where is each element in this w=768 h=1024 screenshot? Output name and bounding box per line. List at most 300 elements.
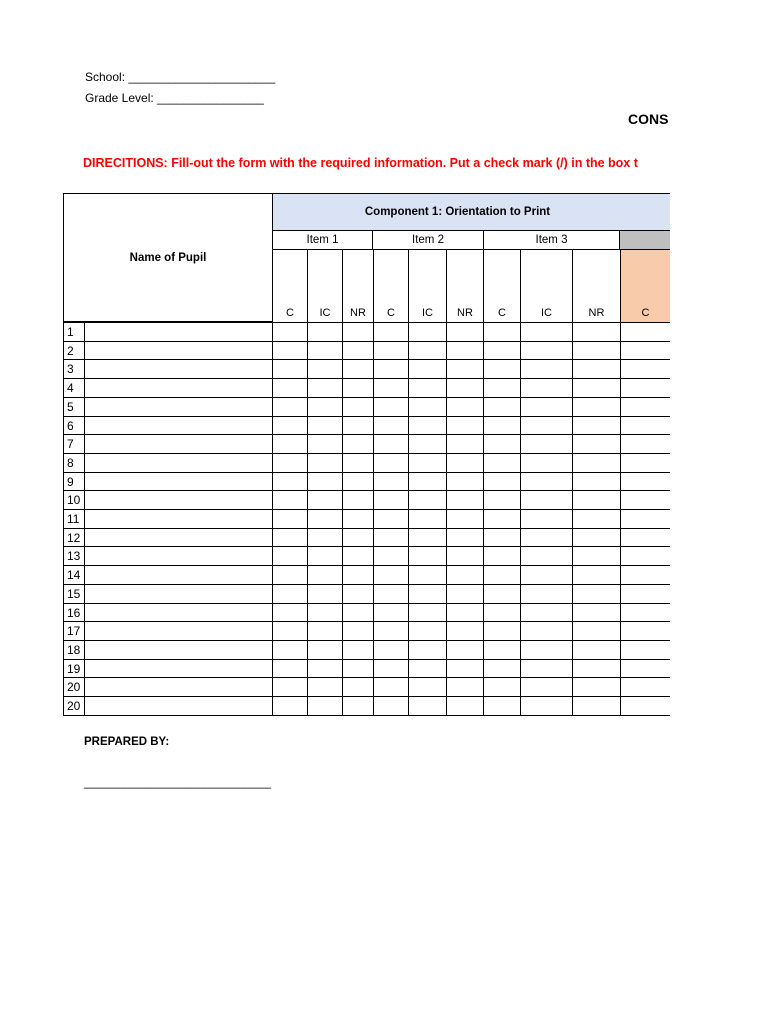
check-cell[interactable]	[620, 546, 670, 566]
check-cell[interactable]	[446, 490, 484, 510]
row-number-label: 15	[67, 587, 81, 601]
check-cell[interactable]	[373, 416, 409, 435]
subheader-cell	[272, 249, 308, 323]
check-cell[interactable]	[342, 565, 374, 585]
check-cell[interactable]	[446, 528, 484, 547]
check-cell[interactable]	[408, 359, 447, 379]
check-cell[interactable]	[342, 378, 374, 398]
check-cell[interactable]	[483, 640, 521, 660]
pupil-name-cell[interactable]	[84, 472, 273, 491]
check-cell[interactable]	[342, 640, 374, 660]
pupil-name-cell[interactable]	[84, 416, 273, 435]
check-cell[interactable]	[373, 359, 409, 379]
check-cell[interactable]	[307, 584, 343, 604]
check-cell[interactable]	[483, 434, 521, 454]
check-cell[interactable]	[408, 416, 447, 435]
check-cell[interactable]	[620, 434, 670, 454]
check-cell[interactable]	[572, 696, 621, 716]
check-cell[interactable]	[373, 322, 409, 342]
check-cell[interactable]	[342, 696, 374, 716]
check-cell[interactable]	[572, 341, 621, 360]
check-cell[interactable]	[572, 584, 621, 604]
check-cell[interactable]	[272, 509, 308, 529]
check-cell[interactable]	[446, 378, 484, 398]
row-number-label: 7	[67, 437, 74, 451]
check-cell[interactable]	[307, 472, 343, 491]
check-cell[interactable]	[408, 621, 447, 641]
check-cell[interactable]	[620, 359, 670, 379]
check-cell[interactable]	[572, 528, 621, 547]
check-cell[interactable]	[520, 397, 573, 417]
pupil-name-cell[interactable]	[84, 677, 273, 697]
check-cell[interactable]	[408, 322, 447, 342]
check-cell[interactable]	[620, 453, 670, 473]
check-cell[interactable]	[572, 378, 621, 398]
row-number-label: 17	[67, 624, 81, 638]
row-number	[63, 397, 85, 417]
row-number	[63, 378, 85, 398]
check-cell[interactable]	[446, 341, 484, 360]
check-cell[interactable]	[307, 603, 343, 622]
check-cell[interactable]	[408, 397, 447, 417]
check-cell[interactable]	[408, 659, 447, 678]
check-cell[interactable]	[307, 546, 343, 566]
check-cell[interactable]	[272, 621, 308, 641]
check-cell[interactable]	[408, 528, 447, 547]
check-cell[interactable]	[408, 546, 447, 566]
subheader-cell	[342, 249, 374, 323]
check-cell[interactable]	[620, 677, 670, 697]
row-number-label: 20	[67, 699, 81, 713]
check-cell[interactable]	[307, 341, 343, 360]
check-cell[interactable]	[408, 378, 447, 398]
check-cell[interactable]	[272, 378, 308, 398]
check-cell[interactable]	[483, 696, 521, 716]
item-header	[483, 230, 620, 250]
component-header	[272, 193, 670, 231]
check-cell[interactable]	[620, 472, 670, 491]
row-number	[63, 696, 85, 716]
check-cell[interactable]	[342, 434, 374, 454]
check-cell[interactable]	[572, 397, 621, 417]
check-cell[interactable]	[446, 397, 484, 417]
check-cell[interactable]	[520, 565, 573, 585]
pupil-name-cell[interactable]	[84, 341, 273, 360]
row-number	[63, 546, 85, 566]
school-field-label: School: ______________________	[85, 70, 276, 84]
pupil-name-cell[interactable]	[84, 490, 273, 510]
check-cell[interactable]	[483, 677, 521, 697]
check-cell[interactable]	[483, 509, 521, 529]
check-cell[interactable]	[373, 453, 409, 473]
row-number-label: 11	[67, 512, 80, 526]
check-cell[interactable]	[446, 584, 484, 604]
row-number	[63, 490, 85, 510]
gray-band	[620, 230, 670, 250]
check-cell[interactable]	[572, 677, 621, 697]
check-cell[interactable]	[483, 378, 521, 398]
check-cell[interactable]	[307, 397, 343, 417]
check-cell[interactable]	[520, 528, 573, 547]
name-of-pupil-label: Name of Pupil	[129, 251, 207, 264]
name-of-pupil-header	[63, 193, 273, 322]
row-number-label: 1	[67, 325, 74, 339]
check-cell[interactable]	[520, 677, 573, 697]
item-header	[372, 230, 484, 250]
check-cell[interactable]	[446, 603, 484, 622]
row-number-label: 10	[67, 493, 81, 507]
check-cell[interactable]	[307, 640, 343, 660]
check-cell[interactable]	[572, 659, 621, 678]
check-cell[interactable]	[342, 528, 374, 547]
check-cell[interactable]	[342, 472, 374, 491]
row-number-label: 14	[67, 568, 81, 582]
pupil-name-cell[interactable]	[84, 640, 273, 660]
check-cell[interactable]	[483, 546, 521, 566]
check-cell[interactable]	[373, 603, 409, 622]
check-cell[interactable]	[373, 528, 409, 547]
check-cell[interactable]	[373, 434, 409, 454]
check-cell[interactable]	[520, 434, 573, 454]
check-cell[interactable]	[272, 528, 308, 547]
check-cell[interactable]	[408, 453, 447, 473]
pupil-name-cell[interactable]	[84, 696, 273, 716]
check-cell[interactable]	[620, 509, 670, 529]
check-cell[interactable]	[572, 565, 621, 585]
check-cell[interactable]	[572, 359, 621, 379]
check-cell[interactable]	[620, 584, 670, 604]
check-cell[interactable]	[520, 640, 573, 660]
pupil-name-cell[interactable]	[84, 322, 273, 342]
check-cell[interactable]	[272, 696, 308, 716]
row-number	[63, 359, 85, 379]
check-cell[interactable]	[307, 434, 343, 454]
page-title: CONS	[628, 111, 669, 127]
subheader-cell	[307, 249, 343, 323]
pupil-name-cell[interactable]	[84, 359, 273, 379]
check-cell[interactable]	[446, 546, 484, 566]
check-cell[interactable]	[272, 603, 308, 622]
check-cell[interactable]	[483, 621, 521, 641]
check-cell[interactable]	[342, 359, 374, 379]
check-cell[interactable]	[620, 621, 670, 641]
row-number	[63, 341, 85, 360]
check-cell[interactable]	[307, 565, 343, 585]
check-cell[interactable]	[342, 397, 374, 417]
pupil-name-cell[interactable]	[84, 528, 273, 547]
check-cell[interactable]	[520, 378, 573, 398]
check-cell[interactable]	[408, 434, 447, 454]
check-cell[interactable]	[408, 640, 447, 660]
check-cell[interactable]	[272, 341, 308, 360]
check-cell[interactable]	[446, 453, 484, 473]
item-label: Item 2	[412, 234, 444, 246]
check-cell[interactable]	[272, 472, 308, 491]
subheader-cell	[446, 249, 484, 323]
row-number-label: 2	[67, 343, 74, 358]
row-number	[63, 621, 85, 641]
check-cell[interactable]	[272, 359, 308, 379]
check-cell[interactable]	[520, 603, 573, 622]
subheader-label: NR	[457, 307, 473, 319]
check-cell[interactable]	[620, 640, 670, 660]
check-cell[interactable]	[342, 603, 374, 622]
check-cell[interactable]	[272, 640, 308, 660]
check-cell[interactable]	[408, 341, 447, 360]
row-number-label: 8	[67, 456, 74, 470]
check-cell[interactable]	[307, 416, 343, 435]
check-cell[interactable]	[620, 528, 670, 547]
check-cell[interactable]	[373, 472, 409, 491]
check-cell[interactable]	[446, 359, 484, 379]
row-number	[63, 528, 85, 547]
check-cell[interactable]	[520, 341, 573, 360]
check-cell[interactable]	[373, 677, 409, 697]
check-cell[interactable]	[373, 565, 409, 585]
check-cell[interactable]	[307, 359, 343, 379]
check-cell[interactable]	[408, 603, 447, 622]
check-cell[interactable]	[272, 322, 308, 342]
check-cell[interactable]	[572, 472, 621, 491]
check-cell[interactable]	[620, 397, 670, 417]
subheader-label: IC	[319, 307, 331, 319]
check-cell[interactable]	[307, 677, 343, 697]
check-cell[interactable]	[408, 677, 447, 697]
check-cell[interactable]	[483, 453, 521, 473]
check-cell[interactable]	[446, 565, 484, 585]
check-cell[interactable]	[620, 490, 670, 510]
check-cell[interactable]	[620, 565, 670, 585]
check-cell[interactable]	[483, 659, 521, 678]
subheader-label: C	[387, 307, 395, 319]
pupil-name-cell[interactable]	[84, 397, 273, 417]
check-cell[interactable]	[572, 640, 621, 660]
check-cell[interactable]	[342, 453, 374, 473]
check-cell[interactable]	[620, 659, 670, 678]
check-cell[interactable]	[342, 322, 374, 342]
row-number	[63, 565, 85, 585]
check-cell[interactable]	[307, 659, 343, 678]
check-cell[interactable]	[520, 453, 573, 473]
check-cell[interactable]	[342, 659, 374, 678]
row-number	[63, 472, 85, 491]
check-cell[interactable]	[483, 472, 521, 491]
pupil-name-cell[interactable]	[84, 453, 273, 473]
check-cell[interactable]	[307, 696, 343, 716]
check-cell[interactable]	[342, 584, 374, 604]
check-cell[interactable]	[520, 659, 573, 678]
check-cell[interactable]	[483, 584, 521, 604]
subheader-label: C	[498, 307, 506, 319]
check-cell[interactable]	[446, 472, 484, 491]
check-cell[interactable]	[307, 378, 343, 398]
check-cell[interactable]	[572, 322, 621, 342]
row-number-label: 12	[67, 530, 81, 545]
check-cell[interactable]	[307, 490, 343, 510]
check-cell[interactable]	[572, 434, 621, 454]
check-cell[interactable]	[373, 509, 409, 529]
row-number	[63, 659, 85, 678]
pupil-name-cell[interactable]	[84, 621, 273, 641]
prepared-by-label: PREPARED BY:	[84, 736, 170, 748]
check-cell[interactable]	[483, 528, 521, 547]
subheader-cell	[572, 249, 621, 323]
check-cell[interactable]	[373, 378, 409, 398]
pupil-name-cell[interactable]	[84, 434, 273, 454]
check-cell[interactable]	[307, 621, 343, 641]
row-number-label: 6	[67, 418, 74, 433]
row-number-label: 3	[67, 362, 74, 376]
row-number-label: 19	[67, 661, 81, 676]
check-cell[interactable]	[620, 696, 670, 716]
subheader-cell	[620, 249, 670, 323]
check-cell[interactable]	[572, 453, 621, 473]
check-cell[interactable]	[272, 434, 308, 454]
check-cell[interactable]	[572, 490, 621, 510]
check-cell[interactable]	[307, 322, 343, 342]
row-number	[63, 677, 85, 697]
check-cell[interactable]	[307, 453, 343, 473]
check-cell[interactable]	[373, 696, 409, 716]
row-number	[63, 416, 85, 435]
check-cell[interactable]	[572, 509, 621, 529]
directions-text: DIRECITIONS: Fill-out the form with the required information. Put a check mark (/) in the box t	[83, 156, 638, 170]
check-cell[interactable]	[342, 546, 374, 566]
row-number	[63, 322, 85, 342]
signature-line: ____________________________	[84, 775, 271, 789]
pupil-name-cell[interactable]	[84, 584, 273, 604]
check-cell[interactable]	[408, 490, 447, 510]
check-cell[interactable]	[446, 322, 484, 342]
check-cell[interactable]	[446, 640, 484, 660]
subheader-label: C	[286, 307, 294, 319]
check-cell[interactable]	[446, 696, 484, 716]
check-cell[interactable]	[446, 509, 484, 529]
check-cell[interactable]	[272, 397, 308, 417]
check-cell[interactable]	[620, 378, 670, 398]
pupil-name-cell[interactable]	[84, 603, 273, 622]
check-cell[interactable]	[446, 659, 484, 678]
check-cell[interactable]	[307, 528, 343, 547]
check-cell[interactable]	[373, 659, 409, 678]
pupil-name-cell[interactable]	[84, 565, 273, 585]
row-number-label: 4	[67, 381, 74, 395]
subheader-cell	[520, 249, 573, 323]
row-number-label: 13	[67, 549, 81, 563]
check-cell[interactable]	[520, 416, 573, 435]
check-cell[interactable]	[342, 509, 374, 529]
check-cell[interactable]	[307, 509, 343, 529]
check-cell[interactable]	[620, 603, 670, 622]
check-cell[interactable]	[373, 584, 409, 604]
check-cell[interactable]	[483, 416, 521, 435]
check-cell[interactable]	[572, 546, 621, 566]
check-cell[interactable]	[572, 416, 621, 435]
check-cell[interactable]	[520, 490, 573, 510]
check-cell[interactable]	[342, 341, 374, 360]
component-label: Component 1: Orientation to Print	[364, 206, 551, 218]
check-cell[interactable]	[342, 416, 374, 435]
check-cell[interactable]	[572, 621, 621, 641]
pupil-name-cell[interactable]	[84, 659, 273, 678]
check-cell[interactable]	[373, 490, 409, 510]
grade-level-field-label: Grade Level: ________________	[85, 91, 264, 105]
check-cell[interactable]	[520, 472, 573, 491]
check-cell[interactable]	[520, 696, 573, 716]
subheader-label: NR	[588, 307, 605, 319]
check-cell[interactable]	[408, 696, 447, 716]
check-cell[interactable]	[272, 453, 308, 473]
pupil-name-cell[interactable]	[84, 378, 273, 398]
check-cell[interactable]	[272, 546, 308, 566]
check-cell[interactable]	[373, 546, 409, 566]
check-cell[interactable]	[620, 341, 670, 360]
check-cell[interactable]	[483, 565, 521, 585]
subheader-label: IC	[422, 307, 433, 319]
check-cell[interactable]	[272, 659, 308, 678]
check-cell[interactable]	[408, 509, 447, 529]
subheader-cell	[373, 249, 409, 323]
pupil-name-cell[interactable]	[84, 509, 273, 529]
check-cell[interactable]	[446, 416, 484, 435]
check-cell[interactable]	[408, 584, 447, 604]
check-cell[interactable]	[520, 359, 573, 379]
check-cell[interactable]	[483, 322, 521, 342]
check-cell[interactable]	[446, 621, 484, 641]
check-cell[interactable]	[408, 565, 447, 585]
check-cell[interactable]	[483, 490, 521, 510]
check-cell[interactable]	[520, 322, 573, 342]
check-cell[interactable]	[272, 490, 308, 510]
check-cell[interactable]	[620, 322, 670, 342]
check-cell[interactable]	[620, 416, 670, 435]
check-cell[interactable]	[520, 621, 573, 641]
check-cell[interactable]	[483, 603, 521, 622]
check-cell[interactable]	[342, 677, 374, 697]
row-number	[63, 640, 85, 660]
check-cell[interactable]	[272, 416, 308, 435]
subheader-label: NR	[350, 307, 366, 319]
row-number	[63, 509, 85, 529]
pupil-name-cell[interactable]	[84, 546, 273, 566]
check-cell[interactable]	[342, 490, 374, 510]
check-cell[interactable]	[520, 546, 573, 566]
check-cell[interactable]	[272, 677, 308, 697]
check-cell[interactable]	[483, 397, 521, 417]
check-cell[interactable]	[446, 677, 484, 697]
check-cell[interactable]	[483, 341, 521, 360]
check-cell[interactable]	[446, 434, 484, 454]
row-number-label: 9	[67, 474, 74, 489]
check-cell[interactable]	[272, 565, 308, 585]
item-label: Item 1	[306, 234, 339, 246]
check-cell[interactable]	[520, 584, 573, 604]
subheader-cell	[483, 249, 521, 323]
check-cell[interactable]	[572, 603, 621, 622]
check-cell[interactable]	[272, 584, 308, 604]
check-cell[interactable]	[373, 341, 409, 360]
row-number	[63, 603, 85, 622]
check-cell[interactable]	[373, 640, 409, 660]
row-number-label: 16	[67, 605, 81, 620]
check-cell[interactable]	[520, 509, 573, 529]
item-header	[272, 230, 373, 250]
check-cell[interactable]	[373, 397, 409, 417]
check-cell[interactable]	[483, 359, 521, 379]
check-cell[interactable]	[373, 621, 409, 641]
check-cell[interactable]	[342, 621, 374, 641]
check-cell[interactable]	[408, 472, 447, 491]
